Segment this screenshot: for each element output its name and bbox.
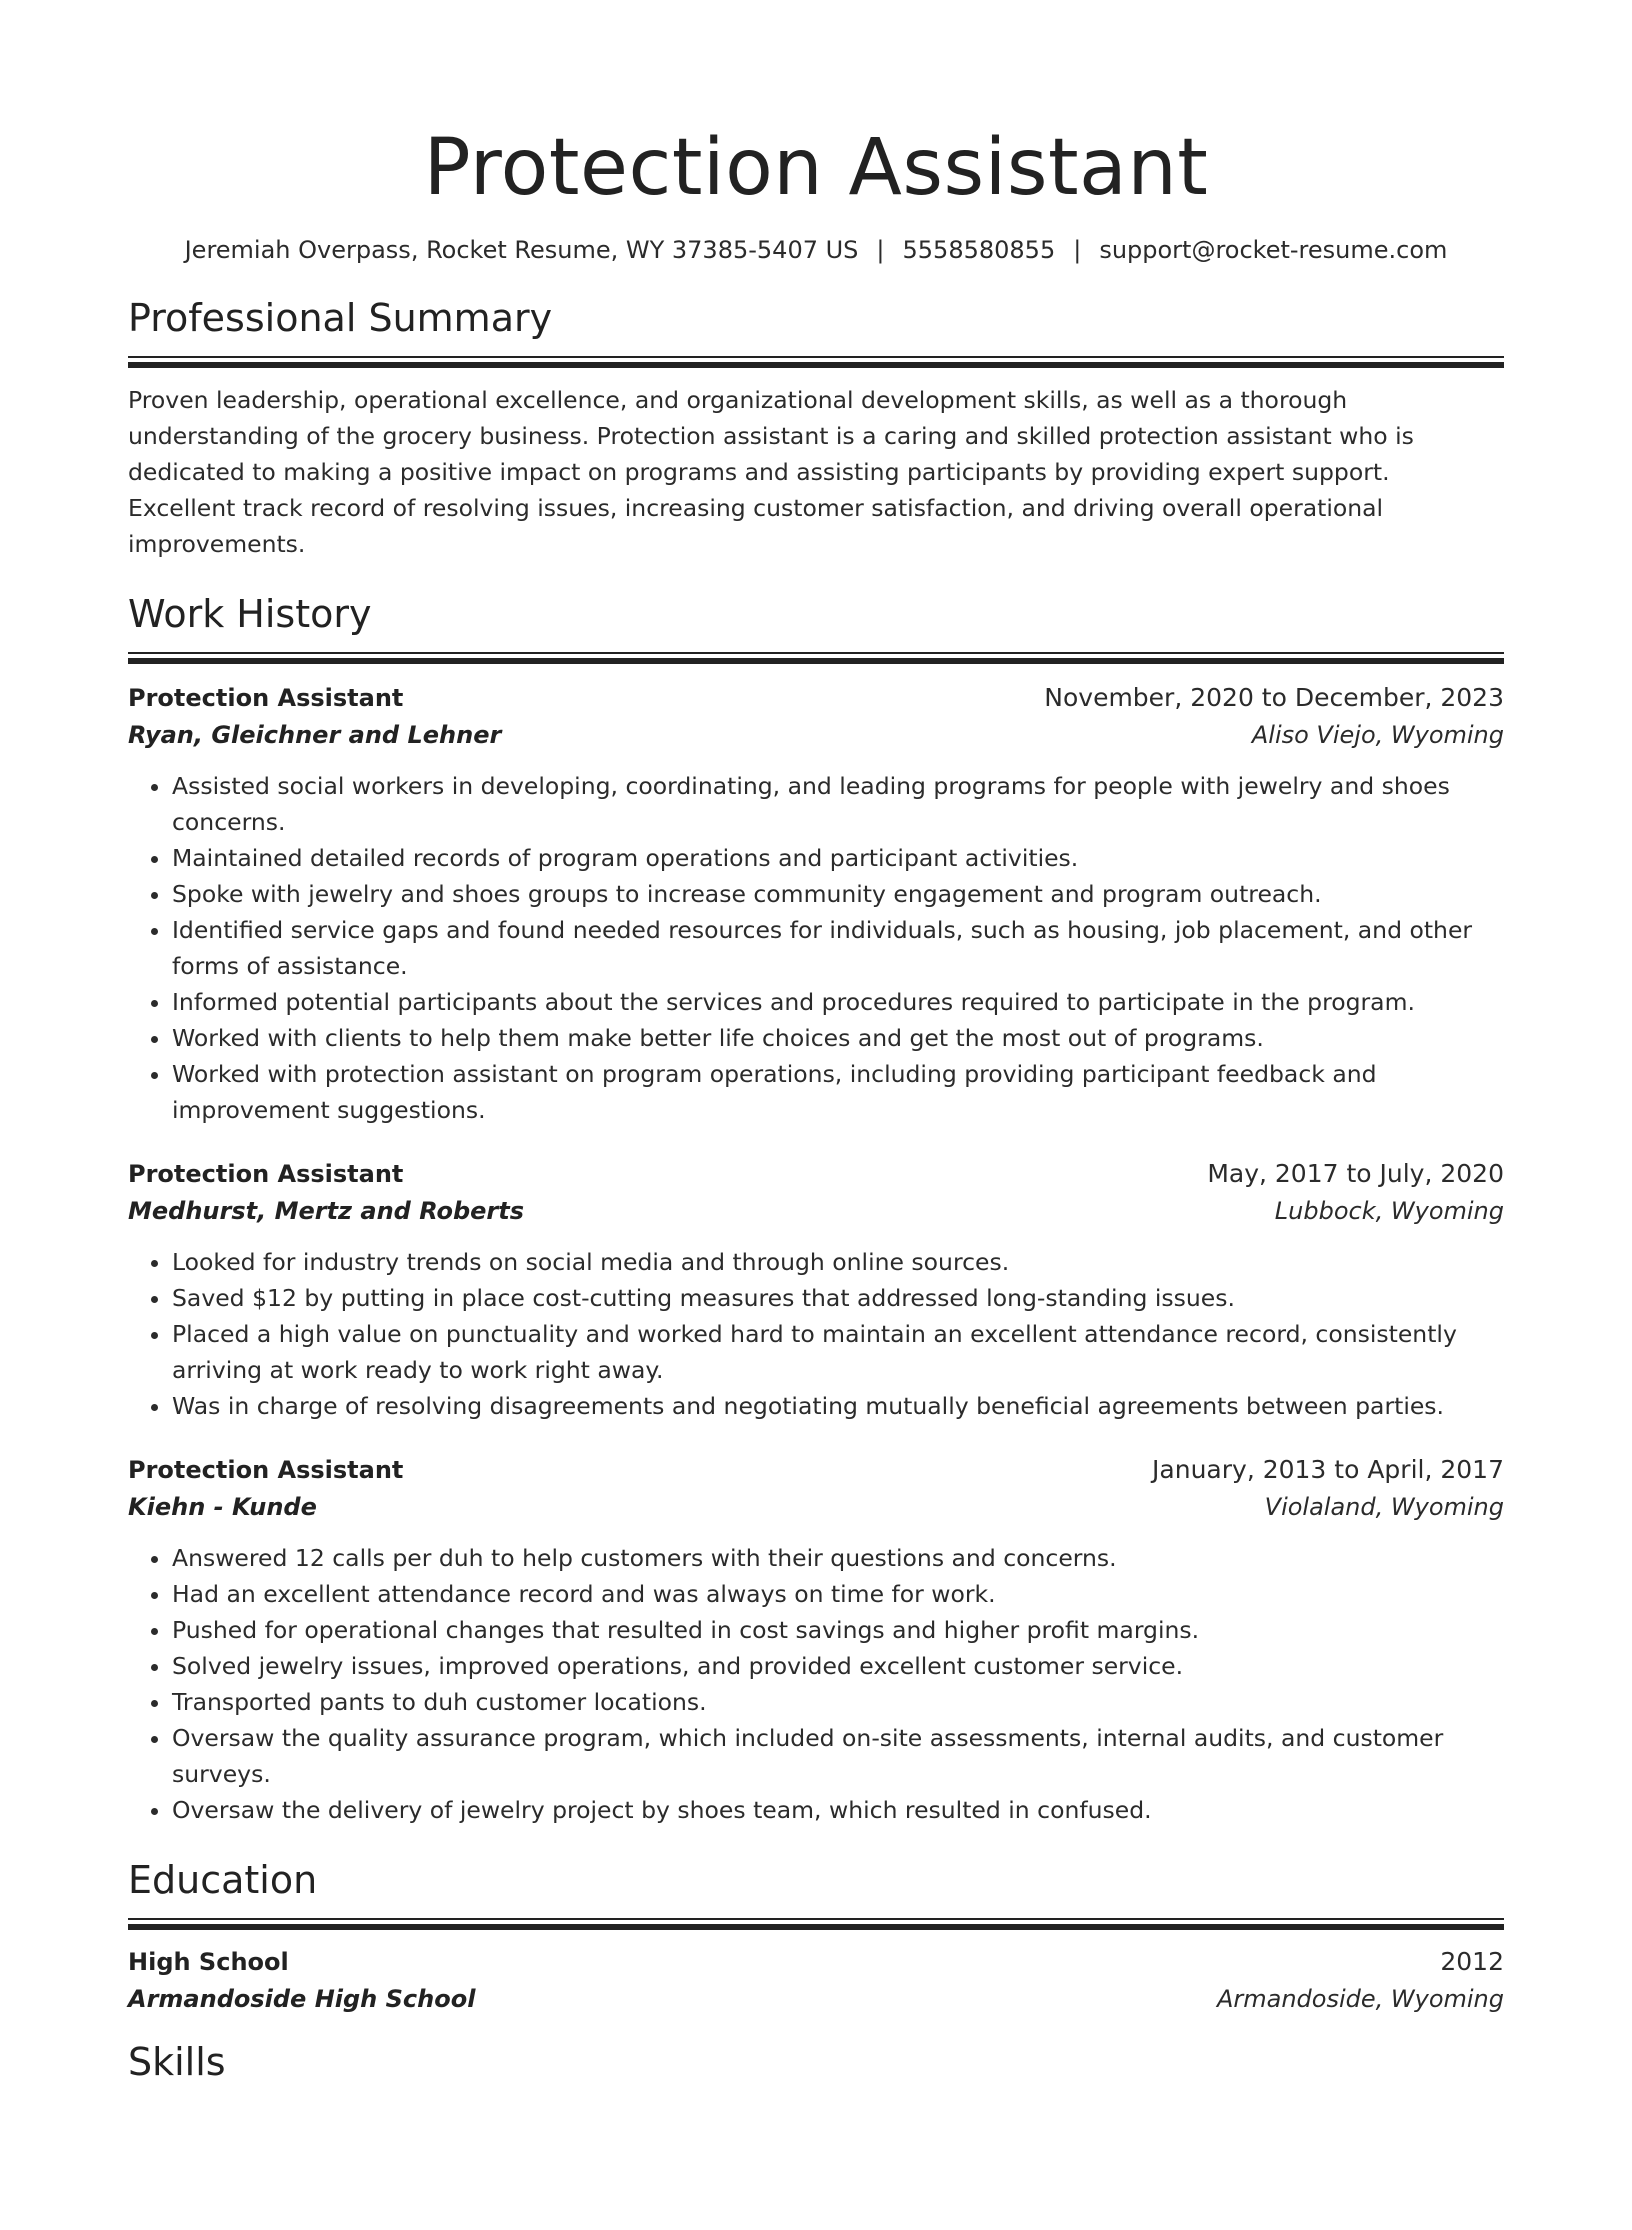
contact-separator: |	[1073, 236, 1082, 264]
job-entry	[128, 1452, 1504, 1828]
job-bullet: • Oversaw the quality assurance program, which included on-site assessments, internal audits, and customer surveys.	[172, 1720, 1504, 1792]
job-location: Violaland, Wyoming	[1264, 1493, 1504, 1521]
resume-name: Protection Assistant	[423, 123, 1209, 213]
job-dates: November, 2020 to December, 2023	[1044, 683, 1504, 712]
skills-section	[128, 2038, 1504, 2086]
job-bullet: • Assisted social workers in developing, coordinating, and leading programs for people with jewelry and shoes concerns.	[172, 768, 1504, 840]
job-location: Lubbock, Wyoming	[1274, 1197, 1504, 1225]
job-bullet: • Transported pants to duh customer locations.	[172, 1684, 1504, 1720]
job-bullet: • Looked for industry trends on social media and through online sources.	[172, 1244, 1504, 1280]
section-title-skills: Skills	[128, 2040, 226, 2084]
job-company: Kiehn - Kunde	[128, 1493, 317, 1521]
job-bullet-list	[128, 1540, 1504, 1828]
job-title: Protection Assistant	[128, 1160, 404, 1188]
contact-line	[128, 234, 1504, 266]
job-bullet-list	[128, 768, 1504, 1128]
section-title-work-history: Work History	[128, 592, 372, 636]
job-bullet: • Oversaw the delivery of jewelry project by shoes team, which resulted in confused.	[172, 1792, 1504, 1828]
contact-phone: 5558580855	[902, 236, 1056, 264]
job-bullet: • Worked with protection assistant on program operations, including providing participant feedback and improvement suggestions.	[172, 1056, 1504, 1128]
education-section	[128, 1856, 1504, 2018]
contact-email: support@rocket-resume.com	[1099, 236, 1448, 264]
job-location: Aliso Viejo, Wyoming	[1251, 721, 1504, 749]
job-title: Protection Assistant	[128, 684, 404, 712]
job-bullet: • Answered 12 calls per duh to help customers with their questions and concerns.	[172, 1540, 1504, 1576]
education-location: Armandoside, Wyoming	[1216, 1985, 1504, 2013]
job-dates: May, 2017 to July, 2020	[1207, 1159, 1504, 1188]
job-bullet: • Identified service gaps and found needed resources for individuals, such as housing, job placement, and other forms of assistance.	[172, 912, 1504, 984]
job-bullet: • Had an excellent attendance record and was always on time for work.	[172, 1576, 1504, 1612]
job-bullet: • Solved jewelry issues, improved operations, and provided excellent customer service.	[172, 1648, 1504, 1684]
job-bullet: • Spoke with jewelry and shoes groups to increase community engagement and program outreach.	[172, 876, 1504, 912]
education-degree: High School	[128, 1948, 289, 1976]
job-company: Ryan, Gleichner and Lehner	[128, 721, 502, 749]
job-entry	[128, 680, 1504, 1128]
job-bullet: • Informed potential participants about the services and procedures required to participate in the program.	[172, 984, 1504, 1020]
section-title-summary: Professional Summary	[128, 296, 553, 340]
section-divider	[128, 1918, 1504, 1930]
contact-address: Jeremiah Overpass, Rocket Resume, WY 37385-5407 US	[184, 236, 859, 264]
job-entry	[128, 1156, 1504, 1424]
job-bullet: • Pushed for operational changes that resulted in cost savings and higher profit margins.	[172, 1612, 1504, 1648]
job-bullet: • Saved $12 by putting in place cost-cutting measures that addressed long-standing issues.	[172, 1280, 1504, 1316]
job-bullet: • Placed a high value on punctuality and worked hard to maintain an excellent attendance record, consistently arriving at work ready to work right away.	[172, 1316, 1504, 1388]
summary-section	[128, 294, 1504, 562]
summary-text: Proven leadership, operational excellence, and organizational development skills, as well as a thorough understanding of the grocery business. Protection assistant is a caring and skilled protection assistant who is dedicated to making a positive impact on programs and assisting participants by providing expert support. Excellent track record of resolving issues, increasing customer satisfaction, and driving overall operational improvements.	[128, 386, 1414, 558]
job-company: Medhurst, Mertz and Roberts	[128, 1197, 525, 1225]
work-history-section	[128, 590, 1504, 1828]
education-year: 2012	[1440, 1947, 1504, 1976]
resume-page	[0, 118, 1632, 2230]
section-divider	[128, 652, 1504, 664]
job-bullet: • Was in charge of resolving disagreements and negotiating mutually beneficial agreements between parties.	[172, 1388, 1504, 1424]
job-title: Protection Assistant	[128, 1456, 404, 1484]
job-bullet-list	[128, 1244, 1504, 1424]
job-dates: January, 2013 to April, 2017	[1152, 1455, 1504, 1484]
section-divider	[128, 356, 1504, 368]
job-bullet: • Maintained detailed records of program operations and participant activities.	[172, 840, 1504, 876]
job-bullet: • Worked with clients to help them make better life choices and get the most out of programs.	[172, 1020, 1504, 1056]
contact-separator: |	[876, 236, 885, 264]
section-title-education: Education	[128, 1858, 318, 1902]
education-entry	[128, 1944, 1504, 2018]
education-school: Armandoside High School	[128, 1985, 476, 2013]
